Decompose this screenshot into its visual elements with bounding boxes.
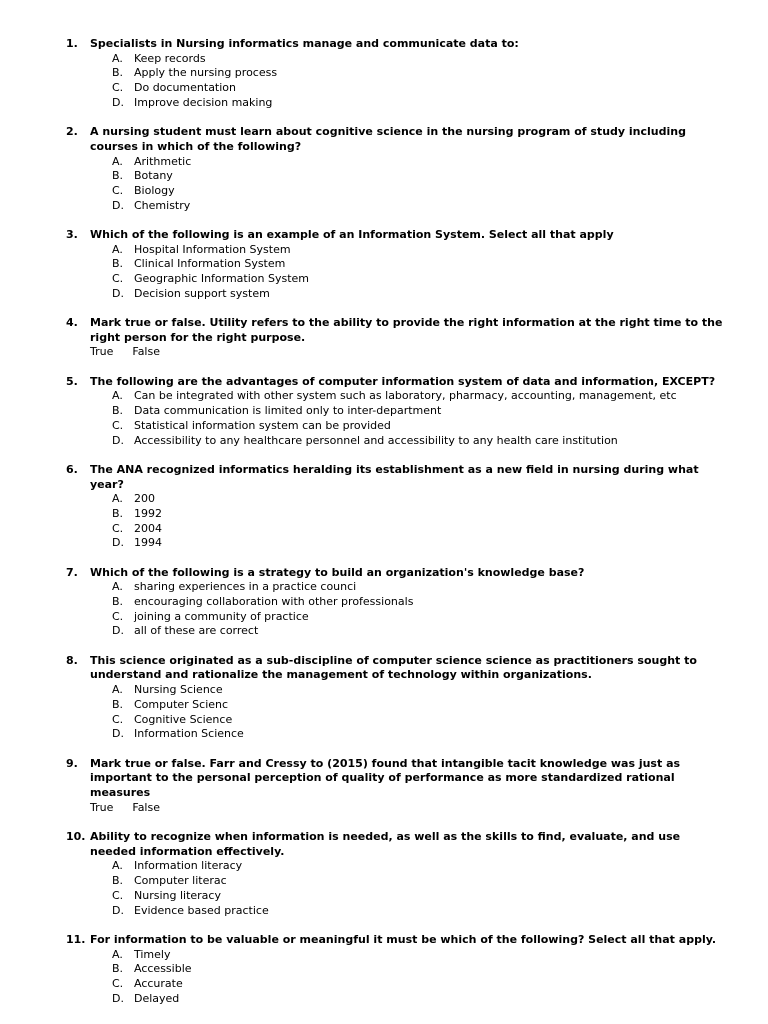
answer-options [66,492,728,551]
question-text: This science originated as a sub-discipline of computer science science as practitioners sought to understand and rationalize the management of technology within organizations. [90,653,697,682]
question-stem [66,463,728,492]
question-4 [66,316,728,360]
answer-options [66,580,728,639]
answer-option-a [66,948,728,963]
option-letter: C. [112,609,124,623]
question-stem [66,375,728,390]
question-stem [66,125,728,154]
answer-option-a [66,243,728,258]
option-letter: C. [112,81,124,95]
question-stem [66,316,728,345]
option-letter: D. [112,95,124,109]
question-number: 11. [66,932,86,946]
answer-option-a [66,155,728,170]
answer-option-a [66,389,728,404]
question-2 [66,125,728,213]
answer-option-d [66,624,728,639]
option-text: Geographic Information System [134,272,310,286]
option-text: Nursing literacy [134,888,221,902]
question-9 [66,757,728,816]
option-text: Statistical information system can be provided [134,418,391,432]
option-letter: D. [112,727,124,741]
answer-options [66,155,728,214]
option-text: Accurate [134,976,183,990]
option-text: Nursing Science [134,683,223,697]
option-letter: D. [112,624,124,638]
option-text: Decision support system [134,286,270,300]
option-text: Timely [134,947,171,961]
question-text: Which of the following is a strategy to build an organization's knowledge base? [90,565,585,579]
answer-options [66,948,728,1007]
option-letter: A. [112,492,123,506]
answer-option-c [66,977,728,992]
option-letter: B. [112,506,124,520]
option-letter: A. [112,389,123,403]
question-number: 7. [66,565,78,579]
answer-option-b [66,169,728,184]
option-letter: C. [112,888,124,902]
option-letter: B. [112,404,124,418]
answer-option-c [66,713,728,728]
answer-option-d [66,96,728,111]
option-text: Biology [134,183,175,197]
question-11 [66,933,728,1007]
question-text: For information to be valuable or meaningful it must be which of the following? Select all that apply. [90,932,717,946]
option-letter: C. [112,712,124,726]
answer-option-b [66,595,728,610]
answer-option-c [66,272,728,287]
answer-option-a [66,683,728,698]
question-number: 5. [66,374,78,388]
question-number: 10. [66,829,86,843]
question-5 [66,375,728,449]
question-10 [66,830,728,918]
question-number: 3. [66,227,78,241]
answer-options [66,859,728,918]
answer-option-b [66,874,728,889]
answer-option-d [66,904,728,919]
answer-option-d [66,536,728,551]
option-text: Information Science [134,727,244,741]
option-text: joining a community of practice [134,609,309,623]
question-stem [66,37,728,52]
answer-option-b [66,962,728,977]
question-stem [66,830,728,859]
answer-option-c [66,184,728,199]
option-text: Botany [134,169,173,183]
true-option: True [90,345,114,359]
answer-option-a [66,580,728,595]
answer-option-b [66,257,728,272]
option-letter: B. [112,257,124,271]
option-text: Improve decision making [134,95,273,109]
question-stem [66,228,728,243]
answer-option-a [66,52,728,67]
option-text: Accessibility to any healthcare personnel and accessibility to any health care institution [134,433,618,447]
true-false-options [66,801,728,816]
option-letter: A. [112,154,123,168]
option-text: Computer literac [134,874,227,888]
answer-option-d [66,992,728,1007]
option-text: all of these are correct [134,624,259,638]
option-text: Chemistry [134,198,191,212]
option-text: Keep records [134,51,206,65]
answer-option-d [66,434,728,449]
option-text: Cognitive Science [134,712,233,726]
option-text: Arithmetic [134,154,192,168]
option-letter: D. [112,991,124,1005]
option-letter: A. [112,51,123,65]
option-letter: B. [112,169,124,183]
option-letter: A. [112,242,123,256]
option-letter: D. [112,536,124,550]
question-text: Mark true or false. Utility refers to the ability to provide the right information at the right time to the right person for the right purpose. [90,316,723,344]
option-text: Information literacy [134,859,243,873]
question-text: Specialists in Nursing informatics manage and communicate data to: [90,37,519,50]
question-text: The ANA recognized informatics heralding its establishment as a new field in nursing during what year? [90,462,699,491]
question-number: 4. [66,316,78,330]
answer-options [66,243,728,302]
question-number: 1. [66,37,78,50]
option-text: Accessible [134,962,192,976]
option-text: Do documentation [134,81,237,95]
answer-option-b [66,404,728,419]
option-letter: B. [112,697,124,711]
answer-options [66,52,728,111]
true-option: True [90,800,114,814]
question-number: 6. [66,462,78,476]
answer-option-b [66,507,728,522]
answer-option-d [66,199,728,214]
question-text: Mark true or false. Farr and Cressy to (2015) found that intangible tacit knowledge was just as important to the personal perception of quality of performance as more standardized rational measures [90,756,681,799]
answer-option-b [66,698,728,713]
option-letter: C. [112,521,124,535]
option-text: Hospital Information System [134,242,291,256]
option-letter: D. [112,198,124,212]
option-text: 200 [134,492,155,506]
false-option: False [132,800,160,814]
answer-option-a [66,859,728,874]
option-text: 1992 [134,506,162,520]
option-letter: B. [112,66,124,80]
option-text: 1994 [134,536,162,550]
answer-option-a [66,492,728,507]
answer-option-d [66,727,728,742]
question-1 [66,37,728,111]
option-text: Apply the nursing process [134,66,278,80]
question-text: Ability to recognize when information is needed, as well as the skills to find, evaluate, and use needed information effectively. [90,829,681,858]
question-number: 2. [66,125,78,139]
option-text: Evidence based practice [134,903,269,917]
question-8 [66,654,728,742]
answer-option-c [66,522,728,537]
option-text: Computer Scienc [134,697,229,711]
option-letter: D. [112,433,124,447]
option-letter: C. [112,183,124,197]
question-7 [66,566,728,640]
option-letter: B. [112,962,124,976]
true-false-options [66,345,728,360]
option-letter: A. [112,683,123,697]
option-letter: B. [112,874,124,888]
option-text: Delayed [134,991,180,1005]
option-letter: B. [112,595,124,609]
answer-option-d [66,287,728,302]
option-text: sharing experiences in a practice counci [134,580,357,594]
option-text: Clinical Information System [134,257,286,271]
question-stem [66,933,728,948]
question-number: 9. [66,756,78,770]
question-6 [66,463,728,551]
question-text: The following are the advantages of computer information system of data and information, EXCEPT? [90,374,716,388]
answer-option-c [66,419,728,434]
answer-options [66,389,728,448]
question-stem [66,566,728,581]
option-letter: D. [112,286,124,300]
answer-option-b [66,66,728,81]
option-letter: A. [112,580,123,594]
question-stem [66,757,728,801]
option-text: encouraging collaboration with other professionals [134,595,414,609]
question-number: 8. [66,653,78,667]
option-letter: A. [112,947,123,961]
answer-options [66,683,728,742]
question-3 [66,228,728,302]
option-letter: D. [112,903,124,917]
option-text: Data communication is limited only to inter-department [134,404,442,418]
false-option: False [132,345,160,359]
question-text: A nursing student must learn about cognitive science in the nursing program of study including courses in which of the following? [90,125,686,153]
option-text: 2004 [134,521,162,535]
option-letter: C. [112,976,124,990]
answer-option-c [66,81,728,96]
option-letter: C. [112,418,124,432]
option-letter: A. [112,859,123,873]
question-text: Which of the following is an example of an Information System. Select all that apply [90,227,614,241]
option-letter: C. [112,272,124,286]
question-stem [66,654,728,683]
answer-option-c [66,889,728,904]
answer-option-c [66,610,728,625]
option-text: Can be integrated with other system such as laboratory, pharmacy, accounting, management, etc [134,389,677,403]
